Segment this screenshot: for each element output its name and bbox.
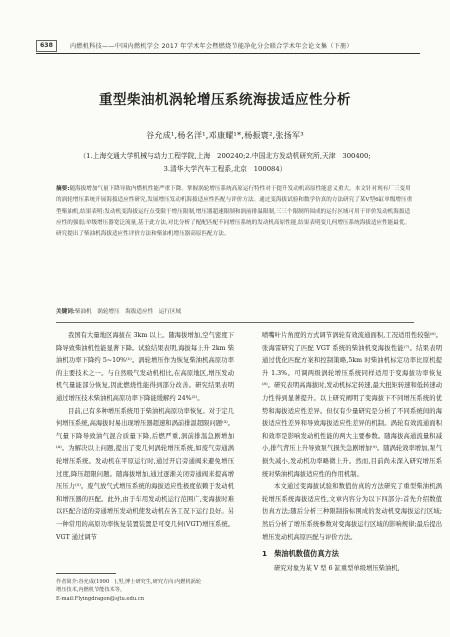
abstract-divider (56, 322, 414, 323)
author-list: 谷允成¹,杨名洋¹,邓康耀¹*,杨振寰²,张扬军³ (146, 131, 304, 140)
affiliations (40, 150, 410, 176)
affiliation-line: （1.上海交通大学机械与动力工程学院,上海 200240;2.中国北方发动机研究所,天津 300400; (79, 152, 371, 160)
keywords-text: 柴油机 涡轮增压 海拔适应性 运行区域 (74, 309, 182, 315)
body-paragraph: 本文通过变海拔试验和数值仿真的方法研究了重型柴油机涡轮增压系统海拔适应性,文章内容分为以下四部分:首先介绍数值仿真方法;随后分析三种限制指标围成的发动机变海拔运行区域;然后分析了增压系统参数对变海拔运行区域的影响规律;最后提出增压发动机高原匹配与评价方法。 (262, 483, 442, 541)
body-paragraph: 我国有大量地区海拔在 3km 以上。随海拔增加,空气密度下降导致柴油机性能显著下降。试验结果表明,海拔每上升 2km 柴油机功率下降约 5~10%⁽¹⁾。涡轮增压作为恢复柴油机高原功率的主要技术之一。与自然吸气发动机相比,在高原地区,增压发动机气量能部分恢复,因此燃烧性能得到部分改善。研究结果表明通过增压技术柴油机高原功率下降能缓解约 24%⁽²⁾。 (56, 332, 234, 402)
abstract-text: 随海拔增加气量下降导致内燃机性能严重下降。掌握涡轮增压系统高原运行特性对于提升发动机高原性能意义重大。本文针对现有厂三变用的涡轮增压系统开展海拔适应性研究,发展增压发动机海拔适应性匹配与评价方法。通过变海拔试验和数学仿真的方法研究了某V型6缸单级增压重型柴油机,结果表明:发动机变海拔运行点受限于增压限制,增压器超速限制和涡前排温限制,三三个限制所围成的运行区域可用于评价发动机海拔适应性的强弱;单级增压器宽泛流量,基于此方法,对比分析了配配匹配不同增压系统的发动机高原性能,结果表明变几何增压系统海拔适应性能最优。研究提出了柴油机海拔适应性评价方法和柴油机增压器高原匹配方法。 (56, 186, 413, 238)
running-header (36, 40, 420, 54)
running-title: 内燃机科技——中国内燃机学会 2017 年学术年会暨燃烧节能净化分会联合学术年会论文集（下册） (70, 43, 353, 50)
section-heading: 1 柴油机数值仿真方法 (262, 549, 339, 559)
footnote-line: 作者简介:谷允成(1990 ),男,博士研究生,研究方向:内燃机涡轮 (56, 579, 202, 585)
keywords (56, 307, 414, 317)
body-paragraph: 目前,已有多种增压系统用于柴油机高原功率恢复。对于定几何增压系统,高海拔时易出现增压器超速和涡前排温超限问题⁽³⁾。气量下降导致油气混合质量下降,后燃严重,涡前排温急剧增加⁽⁴⁾。为解决以上问题,提出了变几何涡轮增压系统,如废气旁通涡轮增压系统。发动机在平原运行时,通过开启旁通阀来避免增压过度,降压超限问题。随海拔增加,通过逐渐关闭旁通阀来提高增压压力⁽⁵⁾。废气放气式增压系统的海拔适应性极度依赖于发动机和增压器的匹配。此外,由于车用发动机运行范围广,变海拔时难以匹配合适的旁通增压发动机使发动机在各工况下运行良好。另一种常用的高原功率恢复装置装置是可变几何(VGT)增压系统。VGT 通过调节 (56, 407, 234, 541)
footnote-line: 增压技术,内燃机节能技术等。 (56, 587, 126, 594)
page-number: 638 (36, 40, 57, 52)
body-paragraph: 喷嘴叶片角度的方式调节涡轮有效流通面积,工况适用性较强⁽⁶⁾。张海雷研究了匹配 VGT 系统的柴油机变海拔性能⁽⁷⁾。结果表明通过优化匹配方案和控制策略,5km 时柴油机标定功率比原机提升 1.3%。可调两级涡轮增压系统同样适用于变海拔功率恢复⁽⁸⁾。研究表明高海拔时,发动机标定转速,最大扭矩转速和低转速动力性得到显著提升。以上研究阐明了变海拔下不同增压系统的优势和海拔适应性差异。但仅有少量研究是分析了不同系统间的海拔适应性差异和导致海拔适应性差异的机制。涡轮有效流通面积和效率是影响发动机性能的两大主要参数。随海拔高通流量积减小,排气背压上升导致泵气损失急剧增加⁽⁹⁾。随涡轮效率增加,泵气损失减小,发动机功率略微上升。然而,目前尚未深入研究增压系统对柴油机海拔适应性的作用机制。 (262, 332, 442, 478)
keywords-label: 关键词: (56, 309, 75, 315)
footnote-email: E-mail:Flyingdragon@sjtu.edu.cn (56, 595, 145, 602)
right-column (262, 330, 442, 575)
affiliation-line: 3.清华大学汽车工程系,北京 100084） (163, 165, 287, 173)
abstract (56, 184, 414, 240)
header-rule (36, 53, 420, 54)
abstract-label: 摘要: (56, 186, 70, 192)
paper-title: 重型柴油机涡轮增压系统海拔适应性分析 (99, 92, 351, 108)
body-paragraph: 研究对象为某 V 型 6 缸重型单级增压柴油机, (273, 564, 400, 572)
footnote-rule (56, 573, 116, 574)
footnote (56, 573, 234, 603)
left-column (56, 330, 234, 544)
